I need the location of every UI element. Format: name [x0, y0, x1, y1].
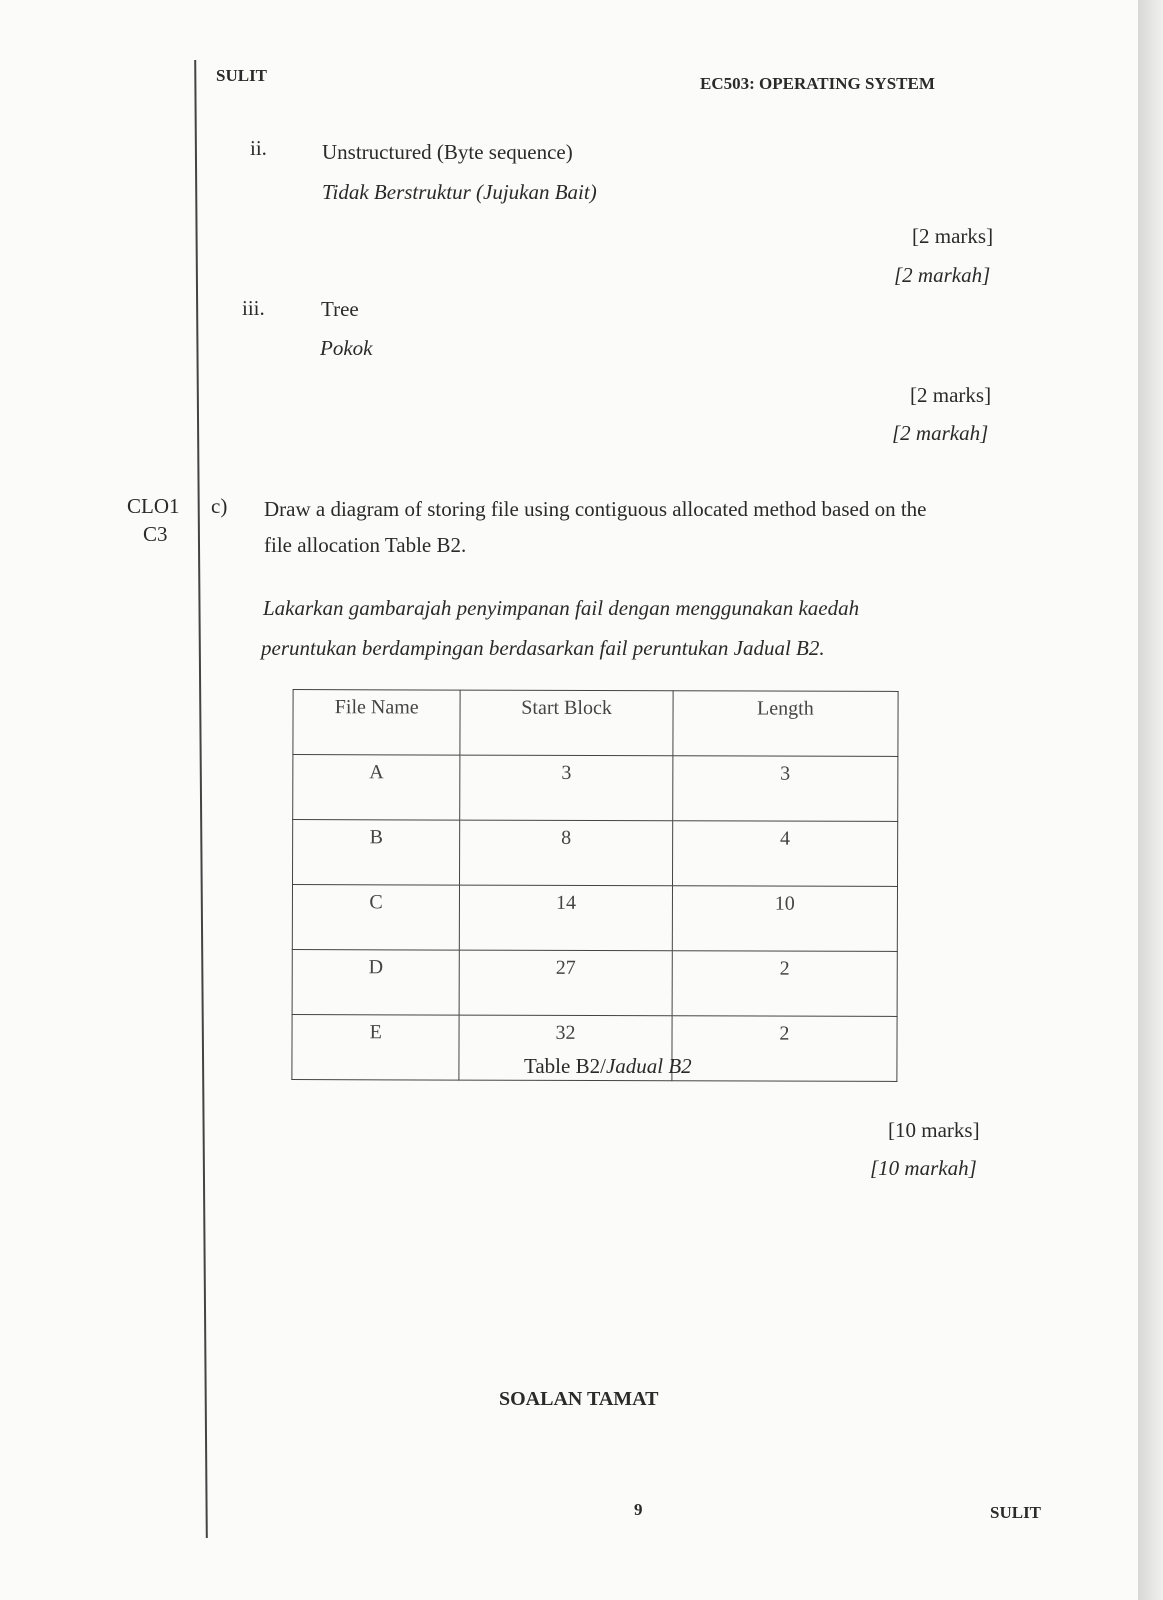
question-label: c) [211, 494, 228, 518]
table-header-row [293, 690, 898, 757]
question-text-en-line1: Draw a diagram of storing file using contiguous allocated method based on the [264, 497, 927, 521]
table-cell: 2 [672, 951, 898, 1017]
question-text-ms-line1: Lakarkan gambarajah penyimpanan fail dengan menggunakan kaedah [263, 596, 860, 620]
item-number: iii. [242, 296, 265, 320]
table-cell: A [293, 755, 461, 821]
column-header: Length [673, 691, 899, 757]
table-cell: B [293, 820, 461, 886]
item-text-en: Unstructured (Byte sequence) [322, 140, 573, 164]
page-number: 9 [634, 1500, 643, 1519]
table-row [293, 820, 898, 887]
item-number: ii. [250, 136, 267, 160]
table-cell: D [292, 950, 460, 1016]
cognitive-level: C3 [143, 522, 168, 546]
table-caption-en: Table B2/ [524, 1054, 606, 1078]
table-cell: 3 [672, 756, 898, 822]
table-row [292, 885, 897, 952]
table-caption [524, 1054, 692, 1079]
table-row [292, 950, 897, 1017]
table-cell: C [292, 885, 460, 951]
question-text-ms-line2: peruntukan berdampingan berdasarkan fail peruntukan Jadual B2. [261, 636, 825, 660]
item-text-en: Tree [321, 297, 359, 321]
end-of-questions: SOALAN TAMAT [499, 1388, 659, 1410]
table-cell: 10 [672, 886, 898, 952]
table-row [293, 755, 898, 822]
marks-en: [2 marks] [910, 383, 992, 407]
table-caption-ms: Jadual B2 [605, 1054, 692, 1078]
table-cell: 2 [672, 1016, 897, 1082]
marks-ms: [2 markah] [892, 421, 989, 445]
table-cell: 8 [460, 820, 673, 886]
page-edge-shadow [1138, 0, 1163, 1600]
marks-en: [2 marks] [912, 224, 994, 248]
marks-en: [10 marks] [888, 1118, 980, 1142]
marks-ms: [2 markah] [894, 263, 991, 287]
item-text-ms: Tidak Berstruktur (Jujukan Bait) [322, 180, 597, 204]
header-classification: SULIT [216, 66, 268, 85]
column-header: File Name [293, 690, 461, 756]
file-allocation-table [291, 689, 898, 1082]
table-cell: 32 [459, 1015, 672, 1081]
header-course-title: EC503: OPERATING SYSTEM [700, 74, 935, 93]
item-text-ms: Pokok [320, 336, 373, 360]
table-cell: 4 [672, 821, 897, 887]
question-text-en-line2: file allocation Table B2. [264, 533, 467, 557]
table-cell: 14 [460, 885, 673, 951]
marks-ms: [10 markah] [870, 1156, 977, 1180]
footer-classification: SULIT [990, 1503, 1042, 1522]
table-cell: E [292, 1015, 460, 1081]
table-cell: 27 [459, 950, 672, 1016]
table-cell: 3 [460, 755, 673, 821]
column-header: Start Block [460, 690, 673, 756]
clo-label: CLO1 [127, 494, 180, 518]
